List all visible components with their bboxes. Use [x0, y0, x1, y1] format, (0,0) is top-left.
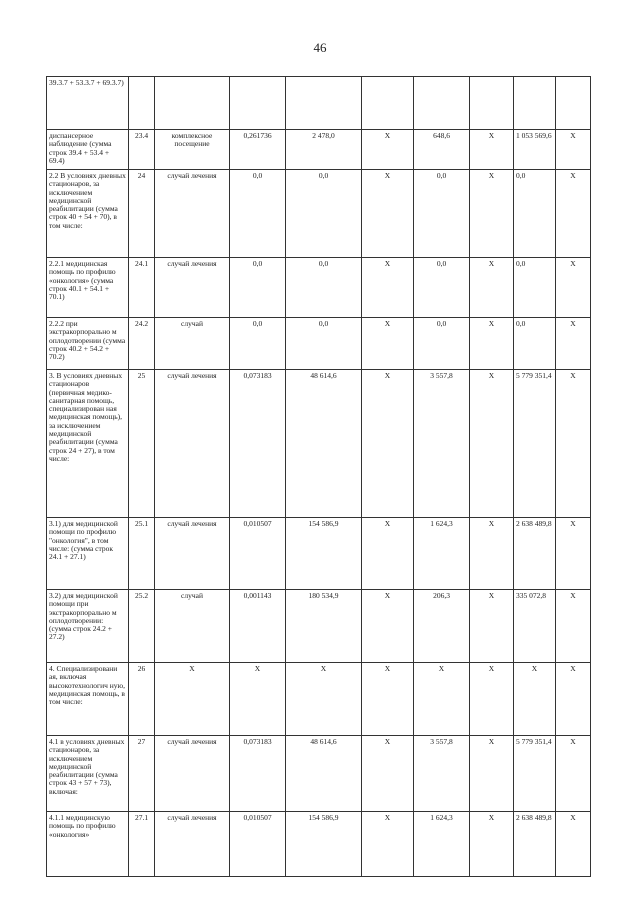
table-cell-r3-c2: случай лечения — [155, 258, 230, 318]
table-cell-r4-c8: 0,0 — [514, 318, 556, 370]
table-cell-r0-c6 — [414, 77, 470, 130]
table-cell-r10-c7: X — [470, 812, 514, 877]
table-cell-r7-c4: 180 534,9 — [286, 590, 362, 663]
table-cell-r8-c8: X — [514, 663, 556, 736]
table-cell-r3-c8: 0,0 — [514, 258, 556, 318]
table-cell-r2-c1: 24 — [129, 170, 155, 258]
table-row — [47, 258, 591, 318]
table-cell-r9-c6: 3 557,8 — [414, 736, 470, 812]
table-cell-r3-c7: X — [470, 258, 514, 318]
table-cell-r7-c5: X — [362, 590, 414, 663]
table-cell-r10-c4: 154 586,9 — [286, 812, 362, 877]
table-cell-r6-c2: случай лечения — [155, 518, 230, 590]
table-cell-r10-c8: 2 638 489,8 — [514, 812, 556, 877]
table-cell-r9-c3: 0,073183 — [230, 736, 286, 812]
table-cell-r6-c1: 25.1 — [129, 518, 155, 590]
table-cell-r2-c2: случай лечения — [155, 170, 230, 258]
table-cell-r10-c0: 4.1.1 медицинскую помощь по профилю «онкология» — [47, 812, 129, 877]
table-cell-r0-c5 — [362, 77, 414, 130]
table-cell-r8-c9: X — [556, 663, 591, 736]
table-cell-r1-c2: комплексное посещение — [155, 130, 230, 170]
table-cell-r5-c6: 3 557,8 — [414, 370, 470, 518]
table-row — [47, 77, 591, 130]
table-cell-r7-c1: 25.2 — [129, 590, 155, 663]
table-cell-r4-c7: X — [470, 318, 514, 370]
table-cell-r0-c2 — [155, 77, 230, 130]
table-cell-r7-c9: X — [556, 590, 591, 663]
table-cell-r0-c1 — [129, 77, 155, 130]
table-cell-r8-c0: 4. Специализировани ая, включая высокотехнологич ную, медицинская помощь, в том числе: — [47, 663, 129, 736]
table-row — [47, 518, 591, 590]
table-cell-r4-c6: 0,0 — [414, 318, 470, 370]
table-cell-r3-c0: 2.2.1 медицинская помощь по профилю «онкология» (сумма строк 40.1 + 54.1 + 70.1) — [47, 258, 129, 318]
table-cell-r4-c5: X — [362, 318, 414, 370]
table-cell-r1-c3: 0,261736 — [230, 130, 286, 170]
table-cell-r8-c2: X — [155, 663, 230, 736]
table-cell-r2-c3: 0,0 — [230, 170, 286, 258]
table-cell-r1-c1: 23.4 — [129, 130, 155, 170]
table-cell-r10-c2: случай лечения — [155, 812, 230, 877]
table-cell-r7-c2: случай — [155, 590, 230, 663]
table-cell-r10-c5: X — [362, 812, 414, 877]
table-cell-r9-c7: X — [470, 736, 514, 812]
table-cell-r5-c3: 0,073183 — [230, 370, 286, 518]
table-cell-r9-c1: 27 — [129, 736, 155, 812]
table-cell-r4-c0: 2.2.2 при экстракорпорально м оплодотворении (сумма строк 40.2 + 54.2 + 70.2) — [47, 318, 129, 370]
table-cell-r5-c7: X — [470, 370, 514, 518]
table-cell-r0-c0: 39.3.7 + 53.3.7 + 69.3.7) — [47, 77, 129, 130]
table-row — [47, 736, 591, 812]
table-cell-r6-c6: 1 624,3 — [414, 518, 470, 590]
table-cell-r7-c7: X — [470, 590, 514, 663]
table-cell-r7-c6: 206,3 — [414, 590, 470, 663]
table-cell-r7-c0: 3.2) для медицинской помощи при экстракорпорально м оплодотворении: (сумма строк 24.2 + 27.2) — [47, 590, 129, 663]
table-cell-r9-c5: X — [362, 736, 414, 812]
table-cell-r1-c9: X — [556, 130, 591, 170]
page-number: 46 — [313, 40, 327, 55]
table-cell-r6-c8: 2 638 489,8 — [514, 518, 556, 590]
table-cell-r5-c8: 5 779 351,4 — [514, 370, 556, 518]
table-cell-r9-c2: случай лечения — [155, 736, 230, 812]
table-cell-r3-c4: 0,0 — [286, 258, 362, 318]
table-cell-r7-c8: 335 072,8 — [514, 590, 556, 663]
table-cell-r10-c9: X — [556, 812, 591, 877]
table-cell-r6-c3: 0,010507 — [230, 518, 286, 590]
table-cell-r8-c4: X — [286, 663, 362, 736]
table-cell-r5-c0: 3. В условиях дневных стационаров (первичная медико-санитарная помощь, специализирован ная медицинская помощь), за исключением медицинской реабилитации (сумма строк 24 + 27), в том числе: — [47, 370, 129, 518]
table-cell-r8-c6: X — [414, 663, 470, 736]
table-cell-r1-c5: X — [362, 130, 414, 170]
table-row — [47, 370, 591, 518]
table-cell-r2-c7: X — [470, 170, 514, 258]
table-row — [47, 590, 591, 663]
table-row — [47, 663, 591, 736]
table-cell-r6-c9: X — [556, 518, 591, 590]
table-row — [47, 170, 591, 258]
table-cell-r8-c3: X — [230, 663, 286, 736]
table-cell-r4-c1: 24.2 — [129, 318, 155, 370]
table-cell-r6-c7: X — [470, 518, 514, 590]
table-cell-r9-c8: 5 779 351,4 — [514, 736, 556, 812]
table-cell-r3-c1: 24.1 — [129, 258, 155, 318]
table-cell-r8-c5: X — [362, 663, 414, 736]
table-cell-r10-c3: 0,010507 — [230, 812, 286, 877]
table-cell-r0-c8 — [514, 77, 556, 130]
table-cell-r2-c9: X — [556, 170, 591, 258]
table-cell-r9-c9: X — [556, 736, 591, 812]
table-cell-r4-c4: 0,0 — [286, 318, 362, 370]
table-cell-r6-c0: 3.1) для медицинской помощи по профилю "онкология", в том числе: (сумма строк 24.1 + 27.1) — [47, 518, 129, 590]
table-cell-r2-c6: 0,0 — [414, 170, 470, 258]
table-cell-r4-c9: X — [556, 318, 591, 370]
table-cell-r0-c7 — [470, 77, 514, 130]
table-cell-r10-c6: 1 624,3 — [414, 812, 470, 877]
table-cell-r4-c2: случай — [155, 318, 230, 370]
table-row — [47, 318, 591, 370]
table-cell-r1-c8: 1 053 569,6 — [514, 130, 556, 170]
table-cell-r3-c5: X — [362, 258, 414, 318]
table-cell-r2-c4: 0,0 — [286, 170, 362, 258]
table-cell-r3-c9: X — [556, 258, 591, 318]
table-cell-r1-c7: X — [470, 130, 514, 170]
table-cell-r8-c7: X — [470, 663, 514, 736]
table-row — [47, 812, 591, 877]
table-row — [47, 130, 591, 170]
table-cell-r5-c2: случай лечения — [155, 370, 230, 518]
table-cell-r5-c5: X — [362, 370, 414, 518]
table-cell-r1-c6: 648,6 — [414, 130, 470, 170]
cost-table — [46, 76, 591, 877]
table-cell-r6-c4: 154 586,9 — [286, 518, 362, 590]
table-cell-r2-c0: 2.2 В условиях дневных стационаров, за исключением медицинской реабилитации (сумма строк 40 + 54 + 70), в том числе: — [47, 170, 129, 258]
table-cell-r9-c4: 48 614,6 — [286, 736, 362, 812]
table-cell-r6-c5: X — [362, 518, 414, 590]
table-cell-r5-c4: 48 614,6 — [286, 370, 362, 518]
table-cell-r5-c9: X — [556, 370, 591, 518]
table-cell-r1-c4: 2 478,0 — [286, 130, 362, 170]
table-cell-r5-c1: 25 — [129, 370, 155, 518]
table-cell-r7-c3: 0,001143 — [230, 590, 286, 663]
table-cell-r3-c6: 0,0 — [414, 258, 470, 318]
table-cell-r4-c3: 0,0 — [230, 318, 286, 370]
table-cell-r10-c1: 27.1 — [129, 812, 155, 877]
table-cell-r2-c8: 0,0 — [514, 170, 556, 258]
table-cell-r1-c0: диспансерное наблюдение (сумма строк 39.4 + 53.4 + 69.4) — [47, 130, 129, 170]
table-cell-r8-c1: 26 — [129, 663, 155, 736]
table-cell-r0-c9 — [556, 77, 591, 130]
table-cell-r0-c3 — [230, 77, 286, 130]
table-cell-r3-c3: 0,0 — [230, 258, 286, 318]
table-cell-r2-c5: X — [362, 170, 414, 258]
table-cell-r0-c4 — [286, 77, 362, 130]
table-cell-r9-c0: 4.1 в условиях дневных стационаров, за исключением медицинской реабилитации (сумма строк 43 + 57 + 73), включая: — [47, 736, 129, 812]
